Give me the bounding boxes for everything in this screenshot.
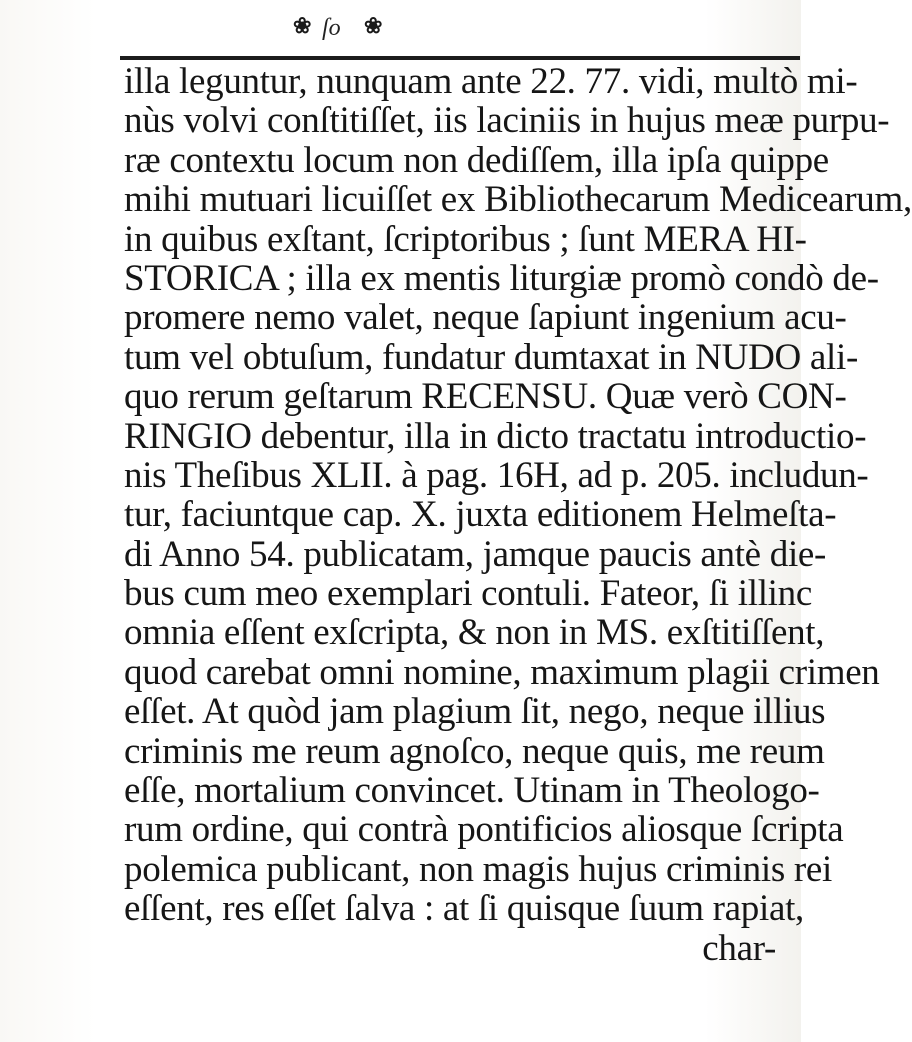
text-body	[124, 61, 912, 969]
text-line: in quibus exſtant, ſcriptoribus ; ſunt MERA HI-	[124, 218, 807, 260]
text-line: bus cum meo exemplari contuli. Fateor, ſi illinc	[124, 573, 812, 615]
text-line: rum ordine, qui contrà pontificios aliosque ſcripta	[124, 809, 844, 851]
text-line: illa leguntur, nunquam ante 22. 77. vidi, multò mi-	[124, 61, 858, 102]
ornament-left-icon: ❀	[293, 13, 312, 38]
text-line: eſſe, mortalium convincet. Utinam in Theologo-	[124, 770, 820, 812]
text-line: promere nemo valet, neque ſapiunt ingenium acu-	[124, 297, 847, 339]
page-header	[0, 8, 801, 48]
text-line: criminis me reum agnoſco, neque quis, me reum	[124, 730, 825, 772]
text-line: eſſent, res eſſet ſalva : at ſi quisque ſuum rapiat,	[124, 888, 804, 930]
catchword: char-	[702, 927, 776, 969]
text-line: polemica publicant, non magis hujus criminis rei	[124, 848, 832, 890]
text-line: eſſet. At quòd jam plagium ſit, nego, neque illius	[124, 691, 826, 733]
text-line: omnia eſſent exſcripta, & non in MS. exſtitiſſent,	[124, 612, 825, 654]
text-line: mihi mutuari licuiſſet ex Bibliothecarum Medicearum,	[124, 179, 912, 221]
text-line: ræ contextu locum non dediſſem, illa ipſa quippe	[124, 139, 829, 181]
text-line: STORICA ; illa ex mentis liturgiæ promò condò de-	[124, 257, 879, 299]
text-line: quod carebat omni nomine, maximum plagii crimen	[124, 651, 880, 693]
text-line: nùs volvi conſtitiſſet, iis laciniis in hujus meæ purpu-	[124, 100, 890, 142]
header-rule	[120, 56, 800, 60]
text-line: quo rerum geſtarum RECENSU. Quæ verò CON-	[124, 376, 847, 418]
text-line: tur, faciuntque cap. X. juxta editionem Helmeſta-	[124, 494, 837, 536]
text-line: nis Theſibus XLII. à pag. 16H, ad p. 205. includun-	[124, 454, 869, 496]
page-number: ſo	[322, 15, 341, 41]
text-line: tum vel obtuſum, fundatur dumtaxat in NUDO ali-	[124, 336, 858, 378]
text-line: di Anno 54. publicatam, jamque paucis antè die-	[124, 533, 827, 575]
ornament-right-icon: ❀	[364, 13, 383, 38]
text-line: RINGIO debentur, illa in dicto tractatu introductio-	[124, 415, 867, 457]
